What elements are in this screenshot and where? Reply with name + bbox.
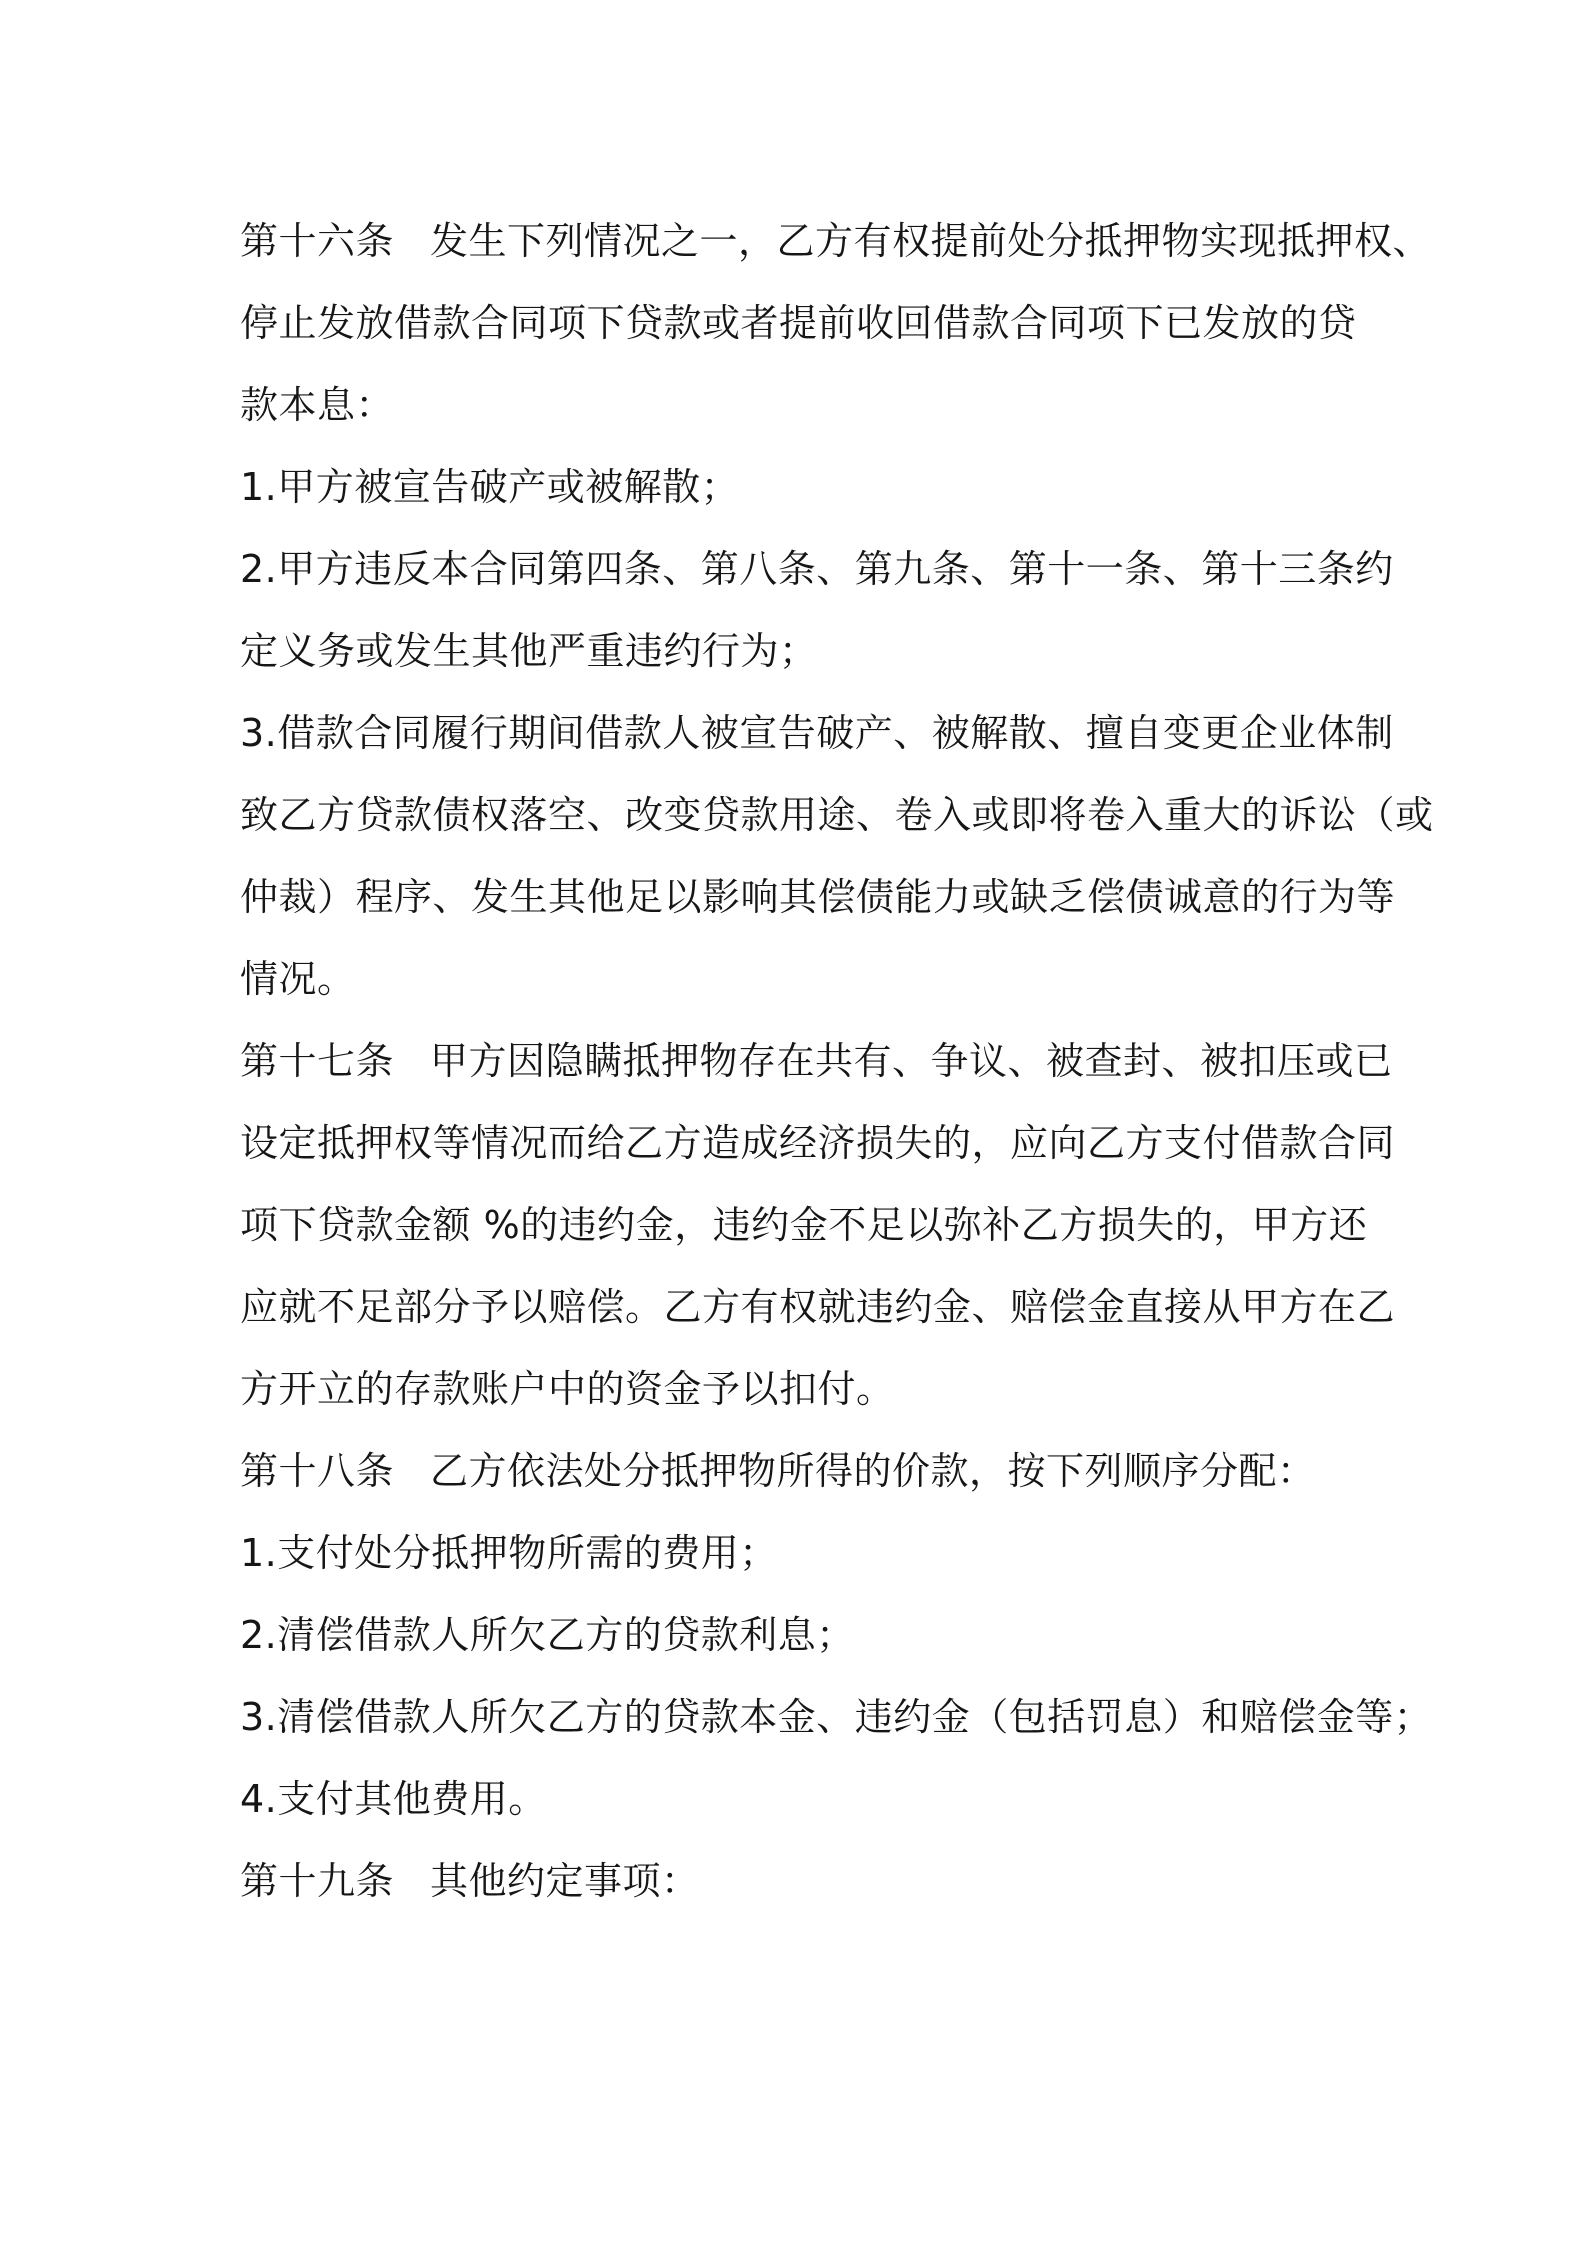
clause-item: 3.借款合同履行期间借款人被宣告破产、被解散、擅自变更企业体制	[240, 711, 1394, 755]
article-number: 第十七条	[240, 1039, 395, 1083]
text-line: 项下贷款金额 %的违约金，违约金不足以弥补乙方损失的，甲方还	[240, 1203, 1368, 1247]
article-text: 甲方因隐瞒抵押物存在共有、争议、被查封、被扣压或已	[430, 1039, 1393, 1083]
article-text: 乙方依法处分抵押物所得的价款，按下列顺序分配：	[430, 1449, 1316, 1493]
article-19-heading-line	[240, 1840, 1360, 1922]
text-line: 应就不足部分予以赔偿。乙方有权就违约金、赔偿金直接从甲方在乙	[240, 1285, 1396, 1329]
clause-item: 3.清偿借款人所欠乙方的贷款本金、违约金（包括罚息）和赔偿金等；	[240, 1695, 1433, 1739]
text-line: 设定抵押权等情况而给乙方造成经济损失的，应向乙方支付借款合同	[240, 1121, 1396, 1165]
clause-item: 4.支付其他费用。	[240, 1777, 547, 1821]
article-17-heading-line	[240, 1020, 1393, 1102]
text-line: 仲裁）程序、发生其他足以影响其偿债能力或缺乏偿债诚意的行为等	[240, 875, 1396, 919]
text-line: 款本息：	[240, 383, 395, 427]
text-line: 情况。	[240, 957, 356, 1001]
clause-item: 1.支付处分抵押物所需的费用；	[240, 1531, 778, 1575]
clause-item: 2.甲方违反本合同第四条、第八条、第九条、第十一条、第十三条约	[240, 547, 1394, 591]
clause-item: 1.甲方被宣告破产或被解散；	[240, 465, 740, 509]
article-number: 第十九条	[240, 1859, 395, 1903]
article-text: 其他约定事项：	[430, 1859, 700, 1903]
article-number: 第十八条	[240, 1449, 395, 1493]
clause-item: 2.清偿借款人所欠乙方的贷款利息；	[240, 1613, 855, 1657]
article-text: 发生下列情况之一，乙方有权提前处分抵押物实现抵押权、	[430, 219, 1432, 263]
article-16-heading-line	[240, 200, 1432, 282]
article-18-heading-line	[240, 1430, 1360, 1512]
text-line: 停止发放借款合同项下贷款或者提前收回借款合同项下已发放的贷	[240, 301, 1357, 345]
article-number: 第十六条	[240, 219, 395, 263]
document-body	[240, 200, 1434, 1922]
text-line: 方开立的存款账户中的资金予以扣付。	[240, 1367, 895, 1411]
text-line: 定义务或发生其他严重违约行为；	[240, 629, 818, 673]
text-line: 致乙方贷款债权落空、改变贷款用途、卷入或即将卷入重大的诉讼（或	[240, 793, 1434, 837]
